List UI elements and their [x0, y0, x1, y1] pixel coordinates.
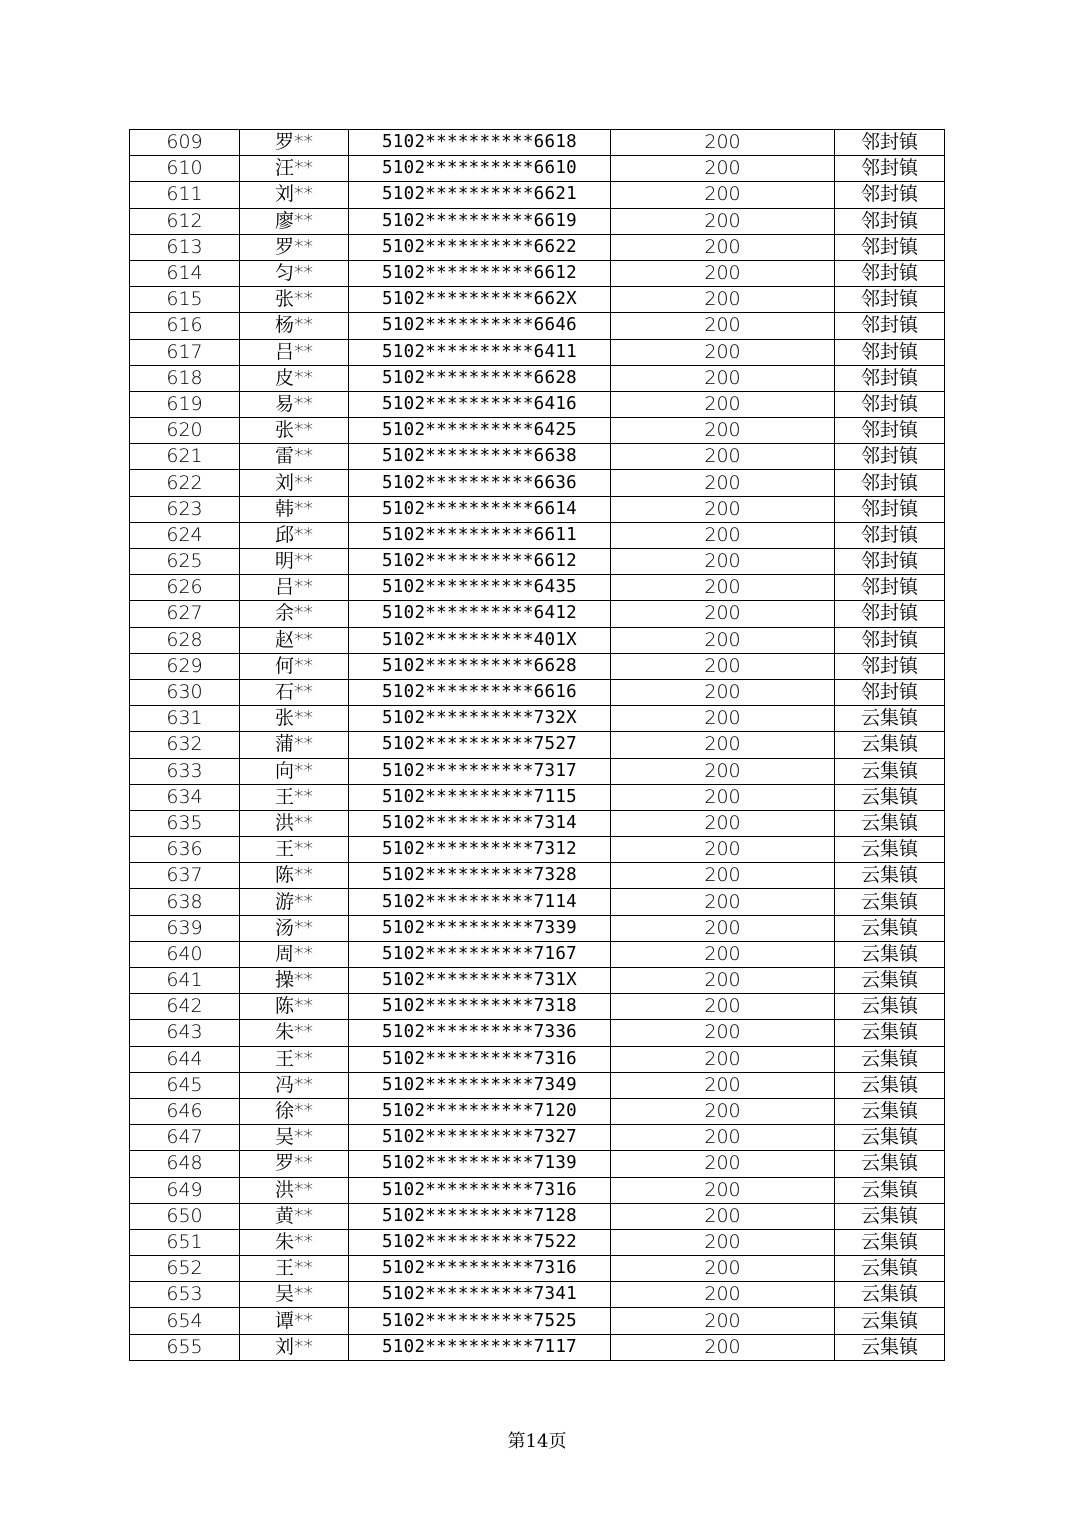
cell-town: 邻封镇 [835, 182, 945, 208]
cell-name: 廖** [240, 208, 349, 234]
cell-name: 韩** [240, 496, 349, 522]
cell-amount: 200 [611, 418, 835, 444]
cell-name: 何** [240, 653, 349, 679]
table-row [130, 1098, 945, 1124]
cell-name: 罗** [240, 234, 349, 260]
cell-name: 邱** [240, 522, 349, 548]
cell-town: 邻封镇 [835, 522, 945, 548]
cell-town: 云集镇 [835, 1308, 945, 1334]
table-row [130, 549, 945, 575]
cell-name: 洪** [240, 1177, 349, 1203]
cell-number: 644 [130, 1046, 240, 1072]
cell-amount: 200 [611, 496, 835, 522]
cell-amount: 200 [611, 287, 835, 313]
cell-town: 邻封镇 [835, 575, 945, 601]
cell-number: 609 [130, 130, 240, 156]
cell-amount: 200 [611, 732, 835, 758]
cell-number: 649 [130, 1177, 240, 1203]
cell-id: 5102**********7316 [349, 1046, 611, 1072]
cell-name: 易** [240, 391, 349, 417]
cell-number: 616 [130, 313, 240, 339]
table-row [130, 496, 945, 522]
cell-amount: 200 [611, 339, 835, 365]
cell-number: 634 [130, 784, 240, 810]
cell-id: 5102**********6628 [349, 653, 611, 679]
cell-amount: 200 [611, 470, 835, 496]
cell-number: 635 [130, 810, 240, 836]
cell-amount: 200 [611, 130, 835, 156]
cell-town: 邻封镇 [835, 208, 945, 234]
table-row [130, 1020, 945, 1046]
cell-amount: 200 [611, 1125, 835, 1151]
table-row [130, 1046, 945, 1072]
cell-id: 5102**********6611 [349, 522, 611, 548]
cell-town: 云集镇 [835, 1125, 945, 1151]
cell-number: 641 [130, 968, 240, 994]
cell-town: 云集镇 [835, 1203, 945, 1229]
cell-amount: 200 [611, 758, 835, 784]
cell-id: 5102**********7328 [349, 863, 611, 889]
cell-number: 633 [130, 758, 240, 784]
cell-name: 朱** [240, 1020, 349, 1046]
cell-number: 638 [130, 889, 240, 915]
cell-name: 徐** [240, 1098, 349, 1124]
cell-id: 5102**********7317 [349, 758, 611, 784]
table-row [130, 522, 945, 548]
data-table [129, 129, 945, 1361]
table-row [130, 444, 945, 470]
cell-id: 5102**********6628 [349, 365, 611, 391]
cell-id: 5102**********7312 [349, 837, 611, 863]
cell-name: 皮** [240, 365, 349, 391]
cell-amount: 200 [611, 1229, 835, 1255]
cell-amount: 200 [611, 313, 835, 339]
cell-name: 陈** [240, 994, 349, 1020]
cell-name: 匀** [240, 260, 349, 286]
cell-amount: 200 [611, 549, 835, 575]
table-row [130, 968, 945, 994]
page-number: 第14页 [507, 1431, 567, 1452]
cell-amount: 200 [611, 1203, 835, 1229]
cell-id: 5102**********6622 [349, 234, 611, 260]
table-row [130, 837, 945, 863]
cell-id: 5102**********6618 [349, 130, 611, 156]
cell-town: 邻封镇 [835, 287, 945, 313]
cell-number: 648 [130, 1151, 240, 1177]
cell-town: 云集镇 [835, 1334, 945, 1360]
cell-amount: 200 [611, 1072, 835, 1098]
cell-id: 5102**********6636 [349, 470, 611, 496]
cell-name: 刘** [240, 1334, 349, 1360]
cell-town: 云集镇 [835, 784, 945, 810]
cell-number: 655 [130, 1334, 240, 1360]
cell-town: 邻封镇 [835, 470, 945, 496]
table-row [130, 732, 945, 758]
cell-name: 罗** [240, 130, 349, 156]
cell-amount: 200 [611, 391, 835, 417]
table-row [130, 1177, 945, 1203]
cell-name: 吕** [240, 339, 349, 365]
cell-amount: 200 [611, 1308, 835, 1334]
cell-id: 5102**********6646 [349, 313, 611, 339]
cell-id: 5102**********6612 [349, 260, 611, 286]
cell-town: 邻封镇 [835, 130, 945, 156]
table-row [130, 1308, 945, 1334]
cell-town: 云集镇 [835, 758, 945, 784]
cell-amount: 200 [611, 837, 835, 863]
cell-town: 邻封镇 [835, 444, 945, 470]
cell-town: 云集镇 [835, 1177, 945, 1203]
cell-town: 邻封镇 [835, 365, 945, 391]
cell-name: 刘** [240, 470, 349, 496]
cell-id: 5102**********662X [349, 287, 611, 313]
table-row [130, 1151, 945, 1177]
cell-town: 云集镇 [835, 1282, 945, 1308]
cell-town: 云集镇 [835, 706, 945, 732]
cell-number: 619 [130, 391, 240, 417]
cell-amount: 200 [611, 182, 835, 208]
table-row [130, 365, 945, 391]
cell-number: 615 [130, 287, 240, 313]
cell-amount: 200 [611, 1098, 835, 1124]
cell-id: 5102**********6435 [349, 575, 611, 601]
cell-name: 谭** [240, 1308, 349, 1334]
table-row [130, 130, 945, 156]
cell-id: 5102**********7339 [349, 915, 611, 941]
cell-name: 罗** [240, 1151, 349, 1177]
cell-name: 吕** [240, 575, 349, 601]
cell-number: 647 [130, 1125, 240, 1151]
cell-town: 邻封镇 [835, 234, 945, 260]
cell-number: 626 [130, 575, 240, 601]
cell-id: 5102**********7525 [349, 1308, 611, 1334]
cell-id: 5102**********401X [349, 627, 611, 653]
table-row [130, 234, 945, 260]
cell-number: 610 [130, 156, 240, 182]
cell-id: 5102**********7318 [349, 994, 611, 1020]
cell-number: 640 [130, 941, 240, 967]
cell-amount: 200 [611, 208, 835, 234]
cell-town: 邻封镇 [835, 496, 945, 522]
cell-amount: 200 [611, 601, 835, 627]
cell-id: 5102**********6619 [349, 208, 611, 234]
cell-town: 邻封镇 [835, 313, 945, 339]
table-row [130, 601, 945, 627]
cell-number: 646 [130, 1098, 240, 1124]
cell-name: 向** [240, 758, 349, 784]
table-row [130, 1203, 945, 1229]
cell-amount: 200 [611, 260, 835, 286]
cell-amount: 200 [611, 365, 835, 391]
cell-number: 613 [130, 234, 240, 260]
cell-amount: 200 [611, 1151, 835, 1177]
cell-id: 5102**********7316 [349, 1177, 611, 1203]
cell-amount: 200 [611, 575, 835, 601]
table-row [130, 941, 945, 967]
table-row [130, 391, 945, 417]
cell-number: 642 [130, 994, 240, 1020]
cell-name: 王** [240, 1046, 349, 1072]
cell-amount: 200 [611, 156, 835, 182]
cell-name: 陈** [240, 863, 349, 889]
cell-amount: 200 [611, 810, 835, 836]
table-row [130, 1256, 945, 1282]
cell-number: 643 [130, 1020, 240, 1046]
cell-id: 5102**********6416 [349, 391, 611, 417]
cell-number: 623 [130, 496, 240, 522]
cell-name: 黄** [240, 1203, 349, 1229]
cell-id: 5102**********7336 [349, 1020, 611, 1046]
cell-name: 石** [240, 679, 349, 705]
cell-amount: 200 [611, 653, 835, 679]
cell-town: 云集镇 [835, 1151, 945, 1177]
cell-number: 611 [130, 182, 240, 208]
cell-name: 周** [240, 941, 349, 967]
cell-id: 5102**********7314 [349, 810, 611, 836]
table-row [130, 470, 945, 496]
cell-id: 5102**********7120 [349, 1098, 611, 1124]
cell-number: 620 [130, 418, 240, 444]
cell-id: 5102**********732X [349, 706, 611, 732]
table-row [130, 784, 945, 810]
cell-number: 652 [130, 1256, 240, 1282]
table-row [130, 889, 945, 915]
cell-number: 625 [130, 549, 240, 575]
cell-town: 云集镇 [835, 889, 945, 915]
cell-town: 云集镇 [835, 994, 945, 1020]
cell-name: 刘** [240, 182, 349, 208]
cell-town: 邻封镇 [835, 339, 945, 365]
cell-number: 614 [130, 260, 240, 286]
table-row [130, 1229, 945, 1255]
cell-name: 张** [240, 706, 349, 732]
cell-name: 王** [240, 837, 349, 863]
cell-town: 邻封镇 [835, 391, 945, 417]
cell-name: 王** [240, 784, 349, 810]
cell-town: 云集镇 [835, 1256, 945, 1282]
cell-town: 邻封镇 [835, 260, 945, 286]
table-row [130, 339, 945, 365]
cell-town: 云集镇 [835, 1046, 945, 1072]
cell-amount: 200 [611, 889, 835, 915]
cell-number: 631 [130, 706, 240, 732]
cell-id: 5102**********7167 [349, 941, 611, 967]
cell-name: 张** [240, 418, 349, 444]
cell-name: 吴** [240, 1125, 349, 1151]
cell-amount: 200 [611, 784, 835, 810]
cell-id: 5102**********7114 [349, 889, 611, 915]
cell-number: 653 [130, 1282, 240, 1308]
table-row [130, 1282, 945, 1308]
cell-town: 邻封镇 [835, 601, 945, 627]
table-row [130, 627, 945, 653]
cell-id: 5102**********7341 [349, 1282, 611, 1308]
table-body [130, 130, 945, 1361]
cell-id: 5102**********6425 [349, 418, 611, 444]
cell-number: 618 [130, 365, 240, 391]
cell-town: 云集镇 [835, 837, 945, 863]
table-row [130, 994, 945, 1020]
cell-id: 5102**********6412 [349, 601, 611, 627]
cell-town: 云集镇 [835, 1229, 945, 1255]
cell-number: 651 [130, 1229, 240, 1255]
cell-amount: 200 [611, 234, 835, 260]
cell-id: 5102**********7522 [349, 1229, 611, 1255]
table-row [130, 313, 945, 339]
cell-id: 5102**********6411 [349, 339, 611, 365]
cell-amount: 200 [611, 1256, 835, 1282]
cell-amount: 200 [611, 444, 835, 470]
cell-id: 5102**********731X [349, 968, 611, 994]
cell-name: 吴** [240, 1282, 349, 1308]
cell-amount: 200 [611, 1020, 835, 1046]
cell-number: 612 [130, 208, 240, 234]
cell-number: 622 [130, 470, 240, 496]
cell-town: 云集镇 [835, 968, 945, 994]
cell-name: 王** [240, 1256, 349, 1282]
cell-town: 云集镇 [835, 1020, 945, 1046]
cell-name: 游** [240, 889, 349, 915]
cell-town: 邻封镇 [835, 418, 945, 444]
cell-name: 雷** [240, 444, 349, 470]
cell-id: 5102**********6638 [349, 444, 611, 470]
cell-number: 629 [130, 653, 240, 679]
cell-name: 冯** [240, 1072, 349, 1098]
cell-name: 朱** [240, 1229, 349, 1255]
cell-id: 5102**********7117 [349, 1334, 611, 1360]
cell-id: 5102**********6621 [349, 182, 611, 208]
cell-name: 洪** [240, 810, 349, 836]
cell-town: 云集镇 [835, 810, 945, 836]
cell-id: 5102**********7349 [349, 1072, 611, 1098]
cell-amount: 200 [611, 968, 835, 994]
cell-amount: 200 [611, 1177, 835, 1203]
cell-id: 5102**********7128 [349, 1203, 611, 1229]
cell-amount: 200 [611, 915, 835, 941]
cell-number: 627 [130, 601, 240, 627]
table-row [130, 758, 945, 784]
cell-amount: 200 [611, 679, 835, 705]
table-row [130, 287, 945, 313]
cell-name: 蒲** [240, 732, 349, 758]
cell-town: 邻封镇 [835, 156, 945, 182]
cell-amount: 200 [611, 994, 835, 1020]
cell-amount: 200 [611, 941, 835, 967]
table-row [130, 418, 945, 444]
cell-amount: 200 [611, 706, 835, 732]
table-row [130, 1334, 945, 1360]
cell-number: 630 [130, 679, 240, 705]
cell-number: 624 [130, 522, 240, 548]
cell-town: 邻封镇 [835, 549, 945, 575]
cell-number: 632 [130, 732, 240, 758]
cell-amount: 200 [611, 863, 835, 889]
cell-number: 654 [130, 1308, 240, 1334]
cell-town: 云集镇 [835, 941, 945, 967]
cell-amount: 200 [611, 1046, 835, 1072]
cell-name: 杨** [240, 313, 349, 339]
cell-town: 云集镇 [835, 863, 945, 889]
cell-town: 邻封镇 [835, 627, 945, 653]
cell-id: 5102**********7527 [349, 732, 611, 758]
cell-id: 5102**********7115 [349, 784, 611, 810]
cell-number: 617 [130, 339, 240, 365]
cell-id: 5102**********6616 [349, 679, 611, 705]
cell-number: 639 [130, 915, 240, 941]
cell-number: 637 [130, 863, 240, 889]
cell-name: 汪** [240, 156, 349, 182]
table-row [130, 863, 945, 889]
cell-town: 云集镇 [835, 732, 945, 758]
table-row [130, 915, 945, 941]
cell-id: 5102**********7316 [349, 1256, 611, 1282]
cell-id: 5102**********6612 [349, 549, 611, 575]
cell-id: 5102**********7139 [349, 1151, 611, 1177]
cell-amount: 200 [611, 627, 835, 653]
table-row [130, 575, 945, 601]
table-row [130, 1125, 945, 1151]
cell-town: 云集镇 [835, 1098, 945, 1124]
cell-town: 云集镇 [835, 915, 945, 941]
cell-id: 5102**********6614 [349, 496, 611, 522]
cell-town: 邻封镇 [835, 653, 945, 679]
table-row [130, 653, 945, 679]
cell-name: 张** [240, 287, 349, 313]
cell-amount: 200 [611, 1282, 835, 1308]
cell-id: 5102**********6610 [349, 156, 611, 182]
cell-amount: 200 [611, 522, 835, 548]
cell-number: 645 [130, 1072, 240, 1098]
table-row [130, 810, 945, 836]
cell-number: 628 [130, 627, 240, 653]
table-row [130, 679, 945, 705]
cell-name: 赵** [240, 627, 349, 653]
table-row [130, 1072, 945, 1098]
cell-amount: 200 [611, 1334, 835, 1360]
table-row [130, 182, 945, 208]
table-row [130, 156, 945, 182]
cell-id: 5102**********7327 [349, 1125, 611, 1151]
table-row [130, 208, 945, 234]
cell-number: 650 [130, 1203, 240, 1229]
cell-name: 明** [240, 549, 349, 575]
cell-town: 邻封镇 [835, 679, 945, 705]
cell-town: 云集镇 [835, 1072, 945, 1098]
table-row [130, 706, 945, 732]
cell-number: 621 [130, 444, 240, 470]
cell-number: 636 [130, 837, 240, 863]
table-row [130, 260, 945, 286]
cell-name: 操** [240, 968, 349, 994]
cell-name: 余** [240, 601, 349, 627]
cell-name: 汤** [240, 915, 349, 941]
